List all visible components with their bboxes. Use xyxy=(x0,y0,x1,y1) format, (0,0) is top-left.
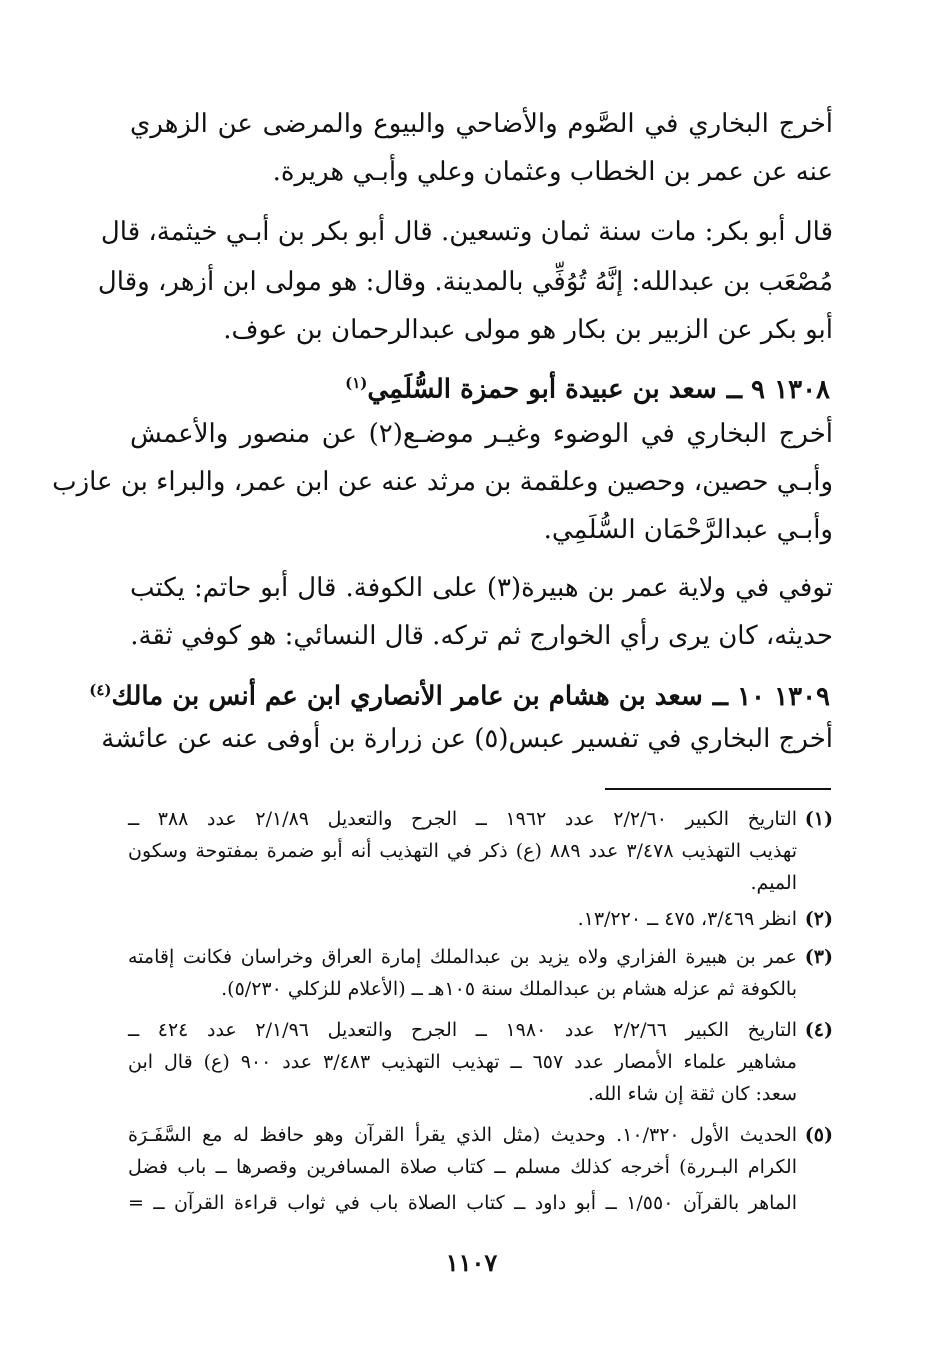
body-line: مُصْعَب بن عبدالله: إنَّهُ تُوُفِّي بالمدينة. وقال: هو مولى ابن أزهر، وقال xyxy=(97,267,833,297)
entry-heading-1308 xyxy=(130,363,830,410)
footnote-1 xyxy=(128,804,833,835)
body-line: أبو بكر عن الزبير بن بكار هو مولى عبدالرحمان بن عوف. xyxy=(223,315,833,345)
footnote-5 xyxy=(128,1120,833,1151)
footnote-line: الميم. xyxy=(750,872,797,894)
body-line: قال أبو بكر: مات سنة ثمان وتسعين. قال أبو بكر بن أبـي خيثمة، قال xyxy=(100,217,833,247)
body-line: أخرج البخاري في الصَّوم والأضاحي والبيوع والمرضى عن الزهري xyxy=(130,109,833,139)
body-line: حديثه، كان يرى رأي الخوارج ثم تركه. قال النسائي: هو كوفي ثقة. xyxy=(130,621,833,651)
footnote-mark: (٢) xyxy=(804,908,833,930)
footnote-mark: (٥) xyxy=(804,1124,833,1146)
body-line: أخرج البخاري في تفسير عبس(٥) عن زرارة بن أوفى عنه عن عائشة xyxy=(101,724,833,754)
entry-number: ١٣٠٩ xyxy=(774,681,830,712)
page-number: ١١٠٧ xyxy=(445,1248,498,1277)
footnote-line: تهذيب التهذيب ٣/٤٧٨ عدد ٨٨٩ (ع) ذكر في التهذيب أنه أبو ضمرة بمفتوحة وسكون xyxy=(128,840,797,862)
footnote-4 xyxy=(128,1015,833,1046)
footnote-text: عمر بن هبيرة الفزاري ولاه يزيد بن عبدالملك إمارة العراق وخراسان فكانت إقامته xyxy=(128,946,797,968)
footnote-2 xyxy=(128,904,833,935)
body-line: توفي في ولاية عمر بن هبيرة(٣) على الكوفة. قال أبو حاتم: يكتب xyxy=(130,573,833,603)
entry-sub-number: ١٠ ــ xyxy=(712,681,765,712)
body-line: وأبـي حصين، وحصين وعلقمة بن مرثد عنه عن ابن عمر، والبراء بن عازب xyxy=(52,467,833,497)
entry-heading-1309 xyxy=(89,670,830,717)
footnote-line: الماهر بالقرآن ١/٥٥٠ ــ أبو داود ــ كتاب الصلاة باب في ثواب قراءة القرآن ــ = xyxy=(128,1192,797,1214)
entry-sub-number: ٩ ــ xyxy=(726,374,765,405)
footnote-text: التاريخ الكبير ٢/٢/٦٦ عدد ١٩٨٠ ــ الجرح والتعديل ٢/١/٩٦ عدد ٤٢٤ ــ xyxy=(128,1019,797,1041)
footnote-mark: (١) xyxy=(804,808,833,830)
footnote-ref: (٤) xyxy=(89,681,112,699)
footnote-line: مشاهير علماء الأمصار عدد ٦٥٧ ــ تهذيب التهذيب ٣/٤٨٣ عدد ٩٠٠ (ع) قال ابن xyxy=(128,1051,797,1073)
body-line: عنه عن عمر بن الخطاب وعثمان وعلي وأبـي هريرة. xyxy=(272,157,833,187)
footnote-line: الكرام البـررة) أخرجه كذلك مسلم ــ كتاب صلاة المسافرين وقصرها ــ باب فضل xyxy=(128,1156,797,1178)
entry-title: سعد بن هشام بن عامر الأنصاري ابن عم أنس بن مالك xyxy=(111,681,703,712)
footnote-separator xyxy=(605,788,831,790)
footnote-mark: (٤) xyxy=(804,1019,833,1041)
footnote-mark: (٣) xyxy=(804,946,833,968)
footnote-ref: (١) xyxy=(345,374,368,392)
footnote-3 xyxy=(128,942,833,973)
footnote-line: سعد: كان ثقة إن شاء الله. xyxy=(588,1083,797,1105)
footnote-line: بالكوفة ثم عزله هشام بن عبدالملك سنة ١٠٥هـ ــ (الأعلام للزكلي ٥/٢٣٠). xyxy=(221,978,797,1000)
body-line: وأبـي عبدالرَّحْمَان السُّلَمِي. xyxy=(543,515,833,545)
footnote-text: التاريخ الكبير ٢/٢/٦٠ عدد ١٩٦٢ ــ الجرح والتعديل ٢/١/٨٩ عدد ٣٨٨ ــ xyxy=(128,808,797,830)
footnote-text: انظر ٣/٤٦٩، ٤٧٥ ــ ١٣/٢٢٠. xyxy=(577,908,797,930)
footnote-text: الحديث الأول ١٠/٣٢٠. وحديث (مثل الذي يقرأ القرآن وهو حافظ له مع السَّفَـرَة xyxy=(128,1124,797,1146)
body-line: أخرج البخاري في الوضوء وغيـر موضـع(٢) عن منصور والأعمش xyxy=(130,419,833,449)
entry-number: ١٣٠٨ xyxy=(774,374,830,405)
entry-title: سعد بن عبيدة أبو حمزة السُّلَمِي xyxy=(367,374,717,405)
